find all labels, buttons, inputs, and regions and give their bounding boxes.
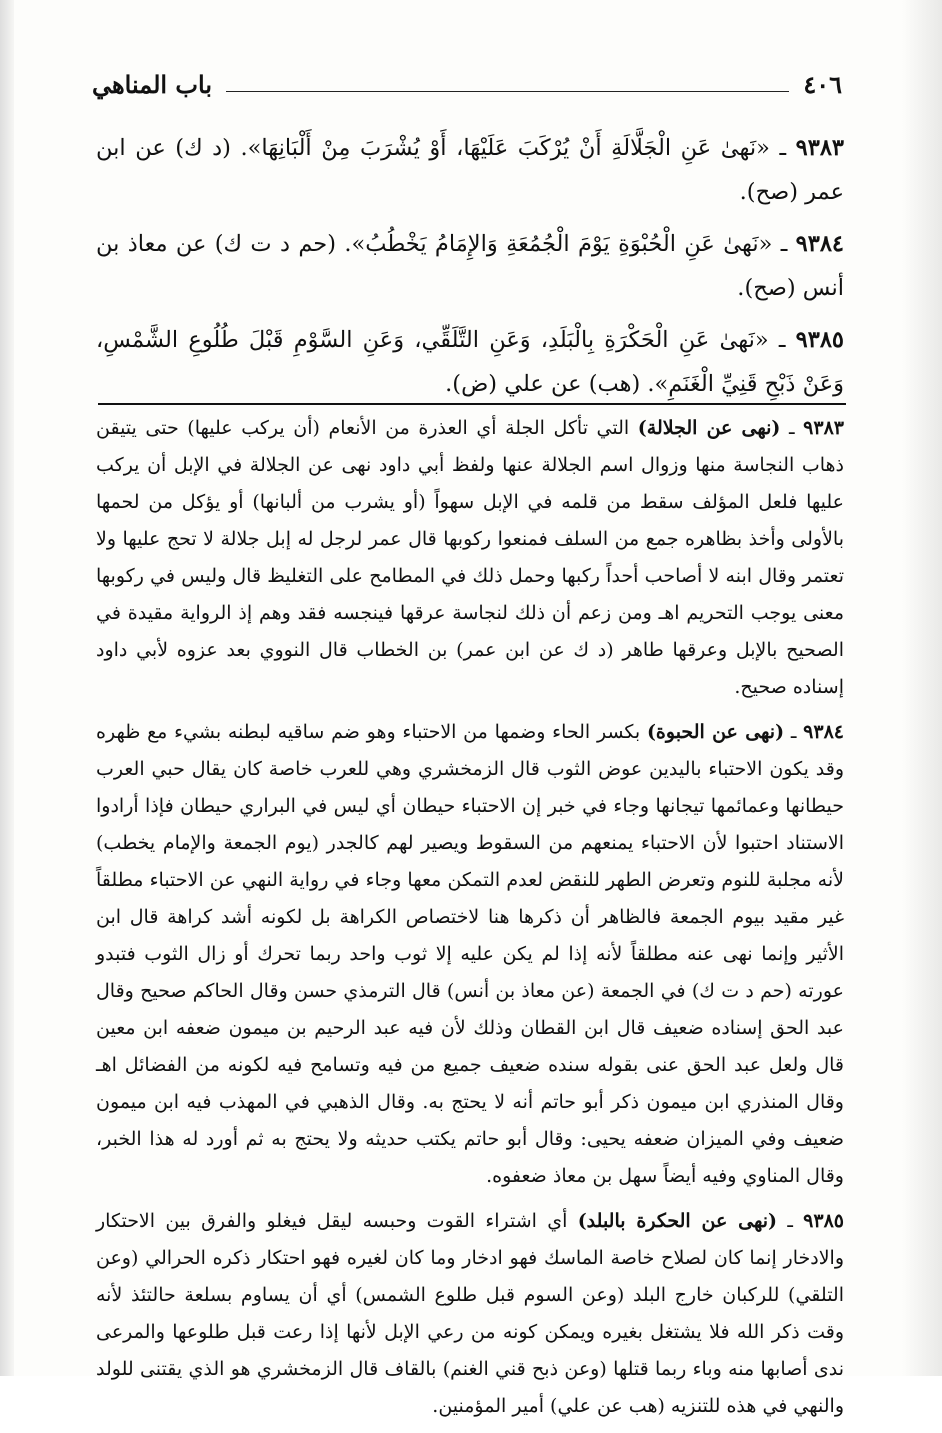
section-divider [98, 403, 846, 405]
hadith-number: ٩٣٨٣ [795, 135, 844, 161]
page-edge-shadow-left [0, 0, 14, 1376]
hadith-entry: ٩٣٨٣ ـ «نَهىٰ عَنِ الْجَلَّالَةِ أَنْ يُرْكَبَ عَلَيْهَا، أَوْ يُشْرَبَ مِنْ أَلْبَانِهَا». (د ك) عن ابن عمر (صح). [96, 135, 844, 205]
hadith-text: «نَهىٰ عَنِ الْجَلَّالَةِ أَنْ يُرْكَبَ عَلَيْهَا، أَوْ يُشْرَبَ مِنْ أَلْبَانِهَا». (د ك) عن ابن عمر (صح). [96, 135, 844, 205]
commentary-lemma: (نهى عن الجلالة) [637, 417, 781, 439]
hadith-text: «نَهىٰ عَنِ الْحُبْوَةِ يَوْمَ الْجُمُعَةِ وَالإِمَامُ يَخْطُبُ». (حم د ت ك) عن معاذ بن أنس (صح). [96, 231, 844, 301]
commentary-text: بكسر الحاء وضمها من الاحتباء وهو ضم ساقيه لبطنه بشيء مع ظهره وقد يكون الاحتباء باليدين عوض الثوب قال الزمخشري وهي للعرب خاصة كان يقال حبي العرب حيطانها وعمائمها تيجانها وجاء في خبر إن الاحتباء حيطان أي ليس في البراري حيطان فإذا أرادوا الاستناد احتبوا لأن الاحتباء يمنعهم من السقوط ويصير لهم كالجدر (يوم الجمعة والإمام يخطب) لأنه مجلبة للنوم وتعرض الطهر للنقض لعدم التمكن معها وجاء في رواية النهي عن الاحتباء مطلقاً غير مقيد بيوم الجمعة فالظاهر أن ذكرها هنا لاختصاص الكراهة بل لكونه أشد كراهة قال ابن الأثير وإنما نهى عنه مطلقاً لأنه إذا لم يكن عليه إلا ثوب واحد ربما تحرك أو زال الثوب فتبدو عورته (حم د ت ك) في الجمعة (عن معاذ بن أنس) قال الترمذي حسن وقال الحاكم صحيح وقال عبد الحق إسناده ضعيف قال ابن القطان وذلك لأن فيه عبد الرحيم بن ميمون ضعفه ابن معين قال ولعل عبد الحق عنى بقوله سنده ضعيف جميع من فيه وتسامح فيه لكونه من الفضائل اهـ وقال المنذري ابن ميمون ذكر أبو حاتم أنه لا يحتج به. وقال الذهبي في المهذب فيه ابن ميمون ضعيف وفي الميزان ضعفه يحيى: وقال أبو حاتم يكتب حديثه ولا يحتج به ثم أورد له هذا الخبر، وقال المناوي وفيه أيضاً سهل بن معاذ ضعفوه. [96, 721, 844, 1187]
header-rule [226, 91, 789, 92]
hadith-entry: ٩٣٨٥ ـ «نَهىٰ عَنِ الْحَكْرَةِ بِالْبَلَدِ، وَعَنِ التَّلَقِّي، وَعَنِ السَّوْمِ قَبْلَ طُلُوعِ الشَّمْسِ، وَعَنْ ذَبْحِ قَنِيِّ الْغَنَمِ». (هب) عن علي (ض). [96, 327, 844, 397]
hadith-text: «نَهىٰ عَنِ الْحَكْرَةِ بِالْبَلَدِ، وَعَنِ التَّلَقِّي، وَعَنِ السَّوْمِ قَبْلَ طُلُوعِ الشَّمْسِ، وَعَنْ ذَبْحِ قَنِيِّ الْغَنَمِ». (هب) عن علي (ض). [96, 327, 844, 397]
commentary-number: ٩٣٨٤ [803, 721, 844, 743]
page-number: ٤٠٦ [803, 69, 842, 99]
commentary-number: ٩٣٨٥ [803, 1210, 844, 1232]
commentary-lemma: (نهى عن الحكرة بالبلد) [577, 1210, 778, 1232]
page-header [92, 64, 842, 104]
commentary-entry: ٩٣٨٥ ـ (نهى عن الحكرة بالبلد) أي اشتراء القوت وحبسه ليقل فيغلو والفرق بين الاحتكار والادخار إنما كان لصلاح خاصة الماسك فهو ادخار وما كان لغيره فهو احتكار ذكره الحرالي (وعن التلقي) للركبان خارج البلد (وعن السوم قبل طلوع الشمس) أي أن يساوم بسلعة حالتئذ لأنه وقت ذكر الله فلا يشتغل بغيره ويمكن كونه من رعي الإبل لأنها إذا رعت قبل طلوعها والمرعى ندى أصابها منه وباء ربما قتلها (وعن ذبح قني الغنم) بالقاف قال الزمخشري هو الذي يقتنى للولد والنهي في هذه للتنزيه (هب عن علي) أمير المؤمنين. [96, 1210, 844, 1417]
hadith-number: ٩٣٨٤ [795, 231, 844, 257]
commentary-entry: ٩٣٨٣ ـ (نهى عن الجلالة) التي تأكل الجلة أي العذرة من الأنعام (أن يركب عليها) حتى يتيقن ذهاب النجاسة منها وزوال اسم الجلالة عنها ولفظ أبي داود نهى عن الجلالة في الإبل أن يركب عليها فلعل المؤلف سقط من قلمه في الإبل سهواً (أو يشرب من ألبانها) أو يؤكل من لحمها بالأولى وأخذ بظاهره جمع من السلف فمنعوا ركوبها قال عمر لرجل له إبل جلالة لا تحج عليها ولا تعتمر وقال ابنه لا أصاحب أحداً ركبها وحمل ذلك في المطامح على التغليظ قال وليس في ركوبها معنى يوجب التحريم اهـ ومن زعم أن ذلك لنجاسة عرقها فينجسه فقد وهم إذ الرواية مقيدة في الصحيح بالإبل وعرقها طاهر (د ك عن ابن عمر) بن الخطاب قال النووي بعد عزوه لأبي داود إسناده صحيح. [96, 417, 844, 698]
hadith-list [96, 126, 844, 414]
page-edge-shadow-right [902, 0, 942, 1376]
commentary-text: التي تأكل الجلة أي العذرة من الأنعام (أن يركب عليها) حتى يتيقن ذهاب النجاسة منها وزوال اسم الجلالة عنها ولفظ أبي داود نهى عن الجلالة في الإبل أن يركب عليها فلعل المؤلف سقط من قلمه في الإبل سهواً (أو يشرب من ألبانها) أو يؤكل من لحمها بالأولى وأخذ بظاهره جمع من السلف فمنعوا ركوبها قال عمر لرجل له إبل جلالة لا تحج عليها ولا تعتمر وقال ابنه لا أصاحب أحداً ركبها وحمل ذلك في المطامح على التغليظ قال وليس في ركوبها معنى يوجب التحريم اهـ ومن زعم أن ذلك لنجاسة عرقها فينجسه فقد وهم إذ الرواية مقيدة في الصحيح بالإبل وعرقها طاهر (د ك عن ابن عمر) بن الخطاب قال النووي بعد عزوه لأبي داود إسناده صحيح. [96, 417, 844, 698]
hadith-entry: ٩٣٨٤ ـ «نَهىٰ عَنِ الْحُبْوَةِ يَوْمَ الْجُمُعَةِ وَالإِمَامُ يَخْطُبُ». (حم د ت ك) عن معاذ بن أنس (صح). [96, 231, 844, 301]
commentary-number: ٩٣٨٣ [803, 417, 844, 439]
commentary-list [96, 410, 844, 1433]
hadith-number: ٩٣٨٥ [795, 327, 844, 353]
commentary-text: أي اشتراء القوت وحبسه ليقل فيغلو والفرق بين الاحتكار والادخار إنما كان لصلاح خاصة الماسك فهو ادخار وما كان لغيره فهو احتكار ذكره الحرالي (وعن التلقي) للركبان خارج البلد (وعن السوم قبل طلوع الشمس) أي أن يساوم بسلعة حالتئذ لأنه وقت ذكر الله فلا يشتغل بغيره ويمكن كونه من رعي الإبل لأنها إذا رعت قبل طلوعها والمرعى ندى أصابها منه وباء ربما قتلها (وعن ذبح قني الغنم) بالقاف قال الزمخشري هو الذي يقتنى للولد والنهي في هذه للتنزيه (هب عن علي) أمير المؤمنين. [96, 1210, 844, 1417]
commentary-lemma: (نهى عن الحبوة) [646, 721, 785, 743]
commentary-entry: ٩٣٨٤ ـ (نهى عن الحبوة) بكسر الحاء وضمها من الاحتباء وهو ضم ساقيه لبطنه بشيء مع ظهره وقد يكون الاحتباء باليدين عوض الثوب قال الزمخشري وهي للعرب خاصة كان يقال حبي العرب حيطانها وعمائمها تيجانها وجاء في خبر إن الاحتباء حيطان أي ليس في البراري حيطان فإذا أرادوا الاستناد احتبوا لأن الاحتباء يمنعهم من السقوط ويصير لهم كالجدر (يوم الجمعة والإمام يخطب) لأنه مجلبة للنوم وتعرض الطهر للنقض لعدم التمكن معها وجاء في رواية النهي عن الاحتباء مطلقاً غير مقيد بيوم الجمعة فالظاهر أن ذكرها هنا لاختصاص الكراهة بل لكونه أشد كراهة قال ابن الأثير وإنما نهى عنه مطلقاً لأنه إذا لم يكن عليه إلا ثوب واحد ربما تحرك أو زال الثوب فتبدو عورته (حم د ت ك) في الجمعة (عن معاذ بن أنس) قال الترمذي حسن وقال الحاكم صحيح وقال عبد الحق إسناده ضعيف قال ابن القطان وذلك لأن فيه عبد الرحيم بن ميمون ضعفه ابن معين قال ولعل عبد الحق عنى بقوله سنده ضعيف جميع من فيه وتسامح فيه لكونه من الفضائل اهـ وقال المنذري ابن ميمون ذكر أبو حاتم أنه لا يحتج به. وقال الذهبي في المهذب فيه ابن ميمون ضعيف وفي الميزان ضعفه يحيى: وقال أبو حاتم يكتب حديثه ولا يحتج به ثم أورد له هذا الخبر، وقال المناوي وفيه أيضاً سهل بن معاذ ضعفوه. [96, 721, 844, 1187]
chapter-title: باب المناهي [92, 69, 213, 99]
